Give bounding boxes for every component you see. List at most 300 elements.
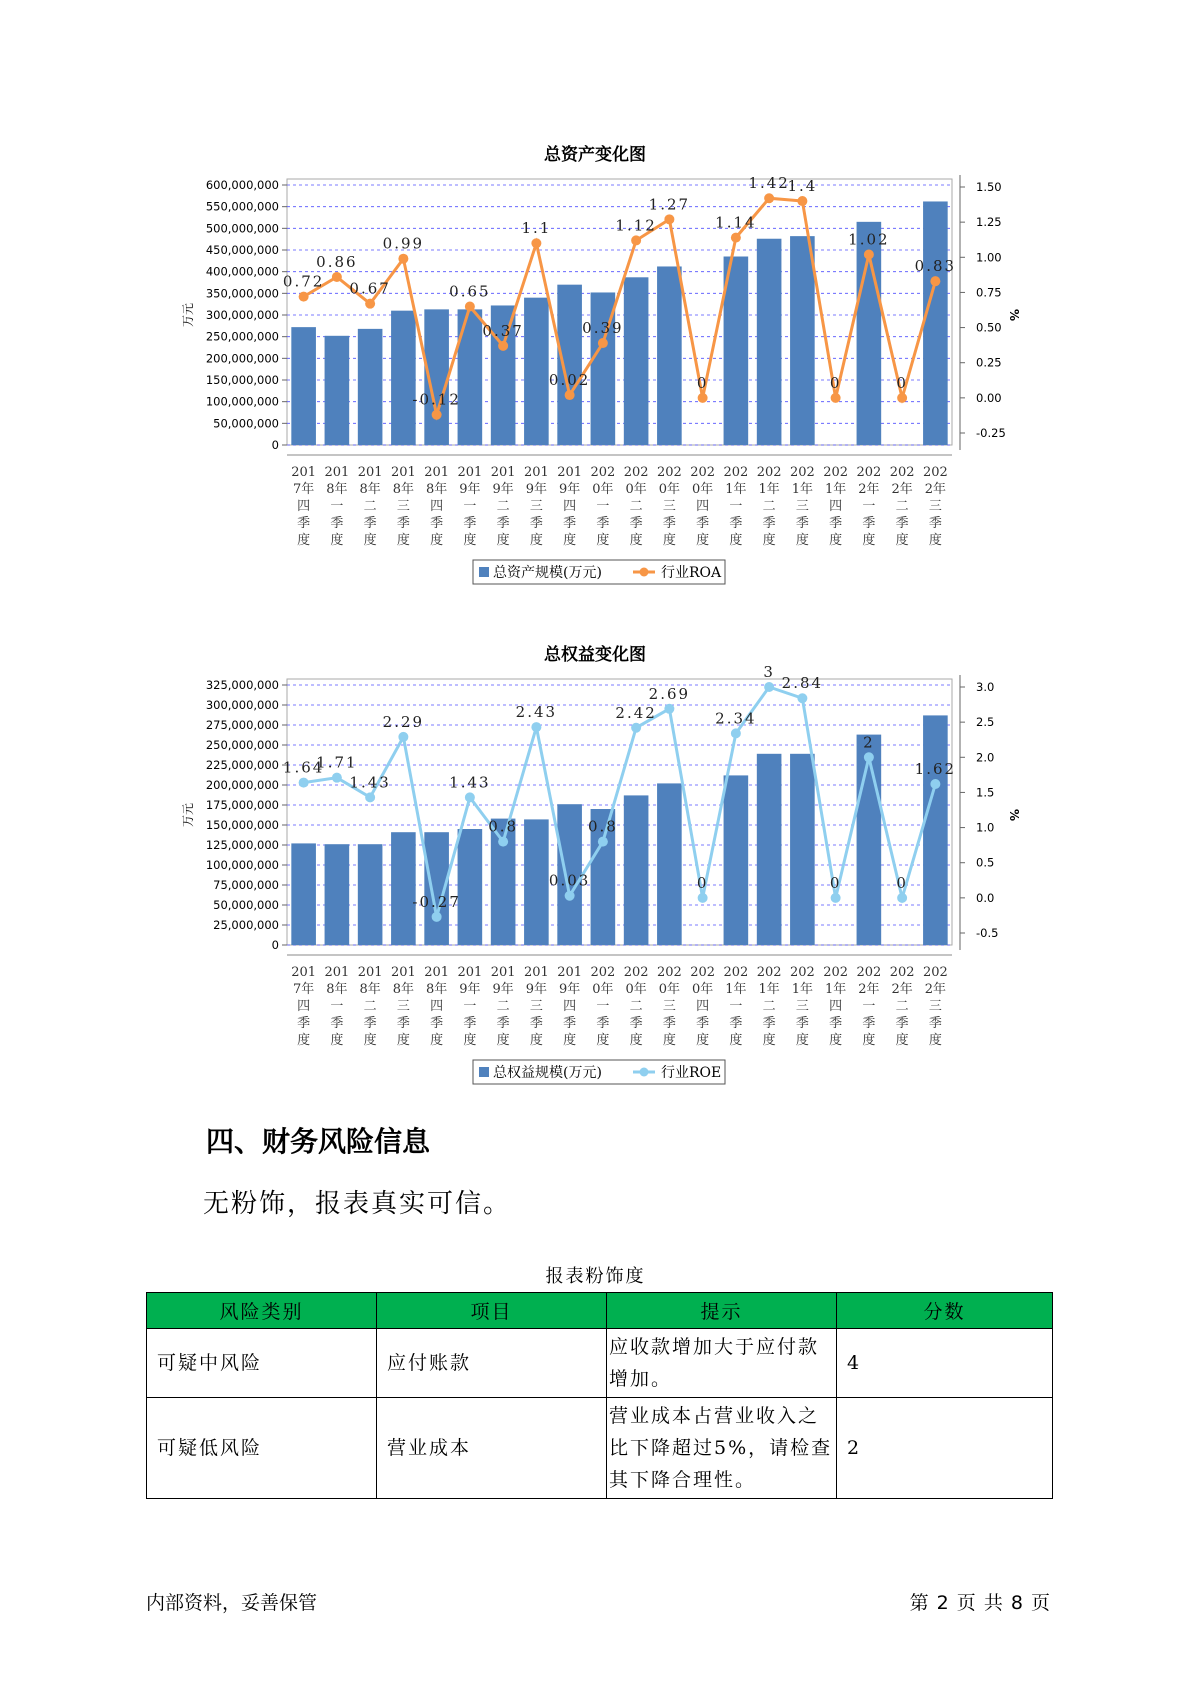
x-tick-label: 202 (590, 465, 616, 480)
x-tick-label: 季 (463, 1016, 477, 1031)
x-tick-label: 202 (623, 965, 649, 980)
x-tick-label: 7年 (292, 482, 315, 497)
x-tick-label: 202 (656, 965, 682, 980)
data-label: 3 (763, 663, 775, 681)
x-tick-label: 季 (396, 1016, 410, 1031)
x-tick-label: 0年 (658, 982, 681, 997)
bar (624, 277, 649, 445)
x-tick-label: 度 (363, 1033, 377, 1048)
x-tick-label: 度 (928, 533, 942, 548)
x-tick-label: 度 (862, 1033, 876, 1048)
x-tick-label: 度 (496, 1033, 510, 1048)
y2-tick-label: -0.25 (976, 426, 1006, 440)
data-point (598, 837, 608, 847)
data-point (498, 837, 508, 847)
x-tick-label: 四 (430, 499, 444, 514)
data-point (365, 299, 375, 309)
x-tick-label: 度 (662, 1033, 676, 1048)
data-label: 0 (696, 873, 709, 892)
data-point (299, 778, 309, 788)
x-tick-label: 201 (291, 965, 317, 980)
x-tick-label: 度 (895, 533, 909, 548)
x-tick-label: 二 (895, 999, 909, 1014)
x-tick-label: 度 (729, 1033, 743, 1048)
data-label: 1.42 (748, 174, 790, 193)
table-row (147, 1329, 1053, 1398)
chart-title: 总权益变化图 (544, 645, 646, 665)
header-category: 风险类别 (147, 1293, 377, 1329)
x-tick-label: 度 (596, 533, 610, 548)
x-tick-label: 度 (729, 533, 743, 548)
x-tick-label: 季 (330, 516, 344, 531)
x-tick-label: 201 (324, 465, 350, 480)
x-tick-label: 一 (729, 499, 743, 514)
y-tick-label: 150,000,000 (205, 818, 279, 832)
data-point (299, 292, 309, 302)
bar (524, 298, 549, 445)
x-tick-label: 季 (895, 1016, 909, 1031)
data-point (664, 704, 674, 714)
data-point (332, 272, 342, 282)
data-point (831, 893, 841, 903)
data-point (797, 693, 807, 703)
x-tick-label: 度 (430, 533, 444, 548)
x-tick-label: 二 (895, 499, 909, 514)
data-point (465, 301, 475, 311)
header-hint: 提示 (607, 1293, 837, 1329)
x-tick-label: 四 (297, 999, 311, 1014)
x-tick-label: 四 (829, 499, 843, 514)
x-tick-label: 9年 (492, 482, 514, 497)
x-tick-label: 202 (756, 465, 782, 480)
x-tick-label: 季 (662, 516, 676, 531)
x-tick-label: 三 (396, 499, 410, 514)
y-tick-label: 0 (271, 938, 279, 952)
row-score: 2 (837, 1398, 1053, 1499)
y2-tick-label: 2.5 (976, 715, 995, 730)
x-tick-label: 202 (590, 965, 616, 980)
footer-page-number: 第 2 页 共 8 页 (909, 1592, 1051, 1614)
bar (624, 795, 649, 945)
y-tick-label: 500,000,000 (205, 221, 279, 236)
data-point (598, 338, 608, 348)
row-hint: 营业成本占营业收入之比下降超过5%，请检查其下降合理性。 (607, 1398, 837, 1499)
y-tick-label: 50,000,000 (213, 898, 279, 912)
x-tick-label: 202 (690, 465, 716, 480)
x-tick-label: 季 (563, 1016, 577, 1031)
x-tick-label: 201 (291, 465, 317, 480)
bar (524, 819, 549, 945)
x-tick-label: 202 (889, 465, 915, 480)
x-tick-label: 7年 (292, 982, 315, 997)
x-tick-label: 8年 (392, 482, 415, 497)
x-tick-label: 季 (297, 516, 311, 531)
x-tick-label: 季 (762, 516, 776, 531)
data-point (398, 732, 408, 742)
x-tick-label: 8年 (326, 482, 348, 497)
data-label: 1.4 (787, 177, 818, 196)
x-tick-label: 度 (629, 533, 643, 548)
x-tick-label: 度 (895, 1033, 909, 1048)
x-tick-label: 一 (862, 999, 876, 1014)
y-tick-label: 250,000,000 (205, 329, 279, 344)
data-point (897, 393, 907, 403)
x-tick-label: 三 (662, 999, 676, 1014)
x-tick-label: 季 (430, 516, 444, 531)
data-label: 1.62 (914, 759, 957, 778)
x-tick-label: 四 (563, 999, 577, 1014)
y2-tick-label: 0.5 (976, 855, 995, 870)
x-tick-label: 201 (557, 965, 583, 980)
total-assets-chart (0, 130, 1191, 590)
x-tick-label: 202 (789, 965, 815, 980)
x-tick-label: 一 (330, 499, 344, 514)
x-tick-label: 1年 (824, 982, 847, 997)
data-point (631, 723, 641, 733)
legend-line-marker (640, 568, 649, 577)
y2-axis-title: % (1007, 308, 1021, 322)
data-point (565, 390, 575, 400)
x-tick-label: 一 (596, 999, 610, 1014)
x-tick-label: 8年 (359, 982, 381, 997)
y-tick-label: 50,000,000 (213, 416, 279, 431)
legend-line-label: 行业ROA (661, 565, 722, 581)
legend-bar-swatch (479, 1067, 489, 1077)
data-point (664, 214, 674, 224)
x-tick-label: 202 (723, 465, 749, 480)
x-tick-label: 1年 (725, 482, 747, 497)
y-tick-label: 200,000,000 (205, 778, 279, 792)
x-tick-label: 202 (856, 965, 882, 980)
y-axis-title: 万元 (181, 302, 195, 328)
x-tick-label: 二 (496, 499, 510, 514)
x-tick-label: 季 (696, 1016, 710, 1031)
x-tick-label: 201 (390, 465, 416, 480)
section-title: 四、财务风险信息 (206, 1125, 431, 1158)
y-tick-label: 175,000,000 (205, 798, 279, 812)
x-tick-label: 季 (363, 516, 377, 531)
x-tick-label: 季 (829, 516, 843, 531)
bar (325, 844, 350, 945)
data-label: 2.84 (781, 674, 824, 693)
x-tick-label: 度 (330, 1033, 344, 1048)
data-point (797, 196, 807, 206)
y2-tick-label: 1.25 (976, 215, 1002, 230)
y2-tick-label: 0.25 (976, 355, 1002, 370)
data-label: 2 (863, 733, 875, 752)
x-tick-label: 季 (795, 1016, 809, 1031)
x-tick-label: 三 (662, 499, 676, 514)
x-tick-label: 季 (596, 516, 610, 531)
x-tick-label: 二 (363, 999, 377, 1014)
x-tick-label: 度 (529, 1033, 543, 1048)
x-tick-label: 201 (457, 965, 483, 980)
data-point (698, 393, 708, 403)
x-tick-label: 季 (496, 516, 510, 531)
legend-line-label: 行业ROE (661, 1065, 722, 1081)
data-label: 0.39 (582, 319, 624, 338)
x-tick-label: 度 (529, 533, 543, 548)
x-tick-label: 2年 (891, 482, 913, 497)
y-tick-label: 450,000,000 (205, 243, 279, 257)
data-label: 2.34 (715, 709, 757, 728)
data-label: 0.03 (548, 871, 591, 890)
data-label: 1.02 (848, 230, 890, 249)
x-tick-label: 0年 (625, 982, 647, 997)
x-tick-label: 季 (629, 1016, 643, 1031)
x-tick-label: 三 (928, 499, 942, 514)
x-tick-label: 202 (789, 465, 815, 480)
data-point (764, 682, 774, 692)
bar (857, 735, 882, 945)
x-tick-label: 8年 (425, 982, 448, 997)
row-item: 营业成本 (377, 1398, 607, 1499)
row-item: 应付账款 (377, 1329, 607, 1398)
x-tick-label: 季 (928, 1016, 942, 1031)
x-tick-label: 季 (795, 516, 809, 531)
x-tick-label: 季 (629, 516, 643, 531)
x-tick-label: 9年 (558, 982, 581, 997)
x-tick-label: 一 (463, 499, 477, 514)
legend-line-marker (640, 1068, 649, 1077)
data-label: 1.14 (715, 213, 757, 232)
data-label: 1.43 (449, 773, 491, 792)
x-tick-label: 8年 (326, 982, 348, 997)
x-tick-label: 201 (390, 965, 416, 980)
x-tick-label: 度 (795, 1033, 809, 1048)
x-tick-label: 一 (596, 499, 610, 514)
x-tick-label: 0年 (592, 982, 614, 997)
data-point (864, 752, 874, 762)
x-tick-label: 二 (762, 499, 776, 514)
x-tick-label: 度 (563, 533, 577, 548)
legend-bar-swatch (479, 567, 489, 577)
x-tick-label: 202 (823, 465, 849, 480)
bar (291, 327, 316, 445)
y2-tick-label: 0.00 (976, 390, 1002, 405)
x-tick-label: 0年 (592, 482, 614, 497)
total-equity-chart-svg (0, 630, 1191, 1090)
data-point (465, 792, 475, 802)
y-tick-label: 75,000,000 (213, 878, 279, 892)
x-tick-label: 201 (557, 465, 583, 480)
y2-tick-label: 1.5 (976, 785, 995, 800)
x-tick-label: 三 (529, 999, 543, 1014)
data-label: 0 (896, 373, 908, 392)
x-tick-label: 2年 (891, 982, 913, 997)
chart-title: 总资产变化图 (544, 145, 646, 165)
x-tick-label: 三 (529, 499, 543, 514)
y2-tick-label: 3.0 (976, 680, 995, 694)
data-label: 2.69 (648, 684, 691, 703)
y-tick-label: 550,000,000 (205, 199, 279, 214)
x-tick-label: 季 (330, 1016, 344, 1031)
x-tick-label: 度 (463, 1033, 477, 1048)
data-point (432, 912, 442, 922)
x-tick-label: 9年 (459, 982, 481, 997)
y-tick-label: 275,000,000 (205, 718, 279, 732)
x-tick-label: 2年 (858, 982, 880, 997)
bar (790, 754, 815, 945)
table-caption: 报表粉饰度 (545, 1266, 646, 1287)
data-label: 0.83 (914, 257, 957, 276)
data-point (698, 893, 708, 903)
data-point (930, 276, 940, 286)
bar (358, 329, 383, 445)
x-tick-label: 季 (729, 516, 743, 531)
data-label: 0.37 (482, 321, 524, 340)
x-tick-label: 季 (396, 516, 410, 531)
bar (657, 266, 682, 445)
row-category: 可疑低风险 (147, 1398, 377, 1499)
x-tick-label: 季 (297, 1016, 311, 1031)
x-tick-label: 202 (823, 965, 849, 980)
x-tick-label: 季 (529, 516, 543, 531)
x-tick-label: 1年 (758, 982, 780, 997)
data-label: 2.42 (615, 703, 657, 722)
x-tick-label: 202 (723, 965, 749, 980)
x-tick-label: 度 (829, 1033, 843, 1048)
row-category: 可疑中风险 (147, 1329, 377, 1398)
data-point (365, 792, 375, 802)
data-point (398, 254, 408, 264)
footer-confidential: 内部资料，妥善保管 (146, 1592, 318, 1614)
x-tick-label: 度 (928, 1033, 942, 1048)
data-label: 0.02 (548, 371, 591, 390)
data-point (731, 728, 741, 738)
x-tick-label: 二 (629, 999, 643, 1014)
y2-axis-title: % (1007, 808, 1021, 822)
x-tick-label: 202 (690, 965, 716, 980)
x-tick-label: 度 (563, 1033, 577, 1048)
x-tick-label: 度 (762, 533, 776, 548)
y-tick-label: 25,000,000 (213, 918, 279, 932)
x-tick-label: 202 (889, 965, 915, 980)
x-tick-label: 0年 (691, 482, 714, 497)
x-tick-label: 四 (696, 499, 710, 514)
bar (923, 201, 948, 445)
y-tick-label: 300,000,000 (205, 308, 279, 322)
x-tick-label: 四 (297, 499, 311, 514)
x-tick-label: 季 (928, 516, 942, 531)
x-tick-label: 202 (623, 465, 649, 480)
x-tick-label: 季 (529, 1016, 543, 1031)
data-label: 0.8 (488, 817, 519, 836)
x-tick-label: 度 (629, 1033, 643, 1048)
x-tick-label: 度 (829, 533, 843, 548)
x-tick-label: 1年 (758, 482, 780, 497)
bar (325, 336, 350, 445)
y-tick-label: 225,000,000 (205, 758, 279, 772)
x-tick-label: 9年 (525, 982, 548, 997)
x-tick-label: 季 (862, 1016, 876, 1031)
bar (358, 844, 383, 945)
x-tick-label: 四 (563, 499, 577, 514)
x-tick-label: 8年 (359, 482, 381, 497)
y-tick-label: 100,000,000 (205, 858, 279, 872)
x-tick-label: 度 (463, 533, 477, 548)
x-tick-label: 201 (490, 965, 516, 980)
data-label: 0.8 (587, 817, 618, 836)
data-point (764, 193, 774, 203)
x-tick-label: 2年 (924, 482, 947, 497)
x-tick-label: 季 (563, 516, 577, 531)
x-tick-label: 9年 (459, 482, 481, 497)
header-score: 分数 (837, 1293, 1053, 1329)
x-tick-label: 201 (490, 465, 516, 480)
x-tick-label: 202 (856, 465, 882, 480)
x-tick-label: 季 (596, 1016, 610, 1031)
data-label: 2.43 (515, 703, 558, 722)
x-tick-label: 度 (696, 1033, 710, 1048)
bar (757, 754, 782, 945)
header-item: 项目 (377, 1293, 607, 1329)
x-tick-label: 202 (922, 465, 948, 480)
bar (790, 236, 815, 445)
x-tick-label: 三 (396, 999, 410, 1014)
y-tick-label: 350,000,000 (205, 286, 279, 301)
x-tick-label: 二 (762, 999, 776, 1014)
x-tick-label: 季 (430, 1016, 444, 1031)
data-label: 1.12 (615, 216, 657, 235)
x-tick-label: 201 (324, 965, 350, 980)
bar (291, 843, 316, 945)
bar (657, 783, 682, 945)
data-point (897, 893, 907, 903)
data-label: 0.86 (316, 252, 358, 271)
y2-tick-label: 0.75 (976, 285, 1002, 300)
x-tick-label: 四 (829, 999, 843, 1014)
x-tick-label: 季 (829, 1016, 843, 1031)
x-tick-label: 8年 (392, 982, 415, 997)
x-tick-label: 度 (396, 1033, 410, 1048)
total-equity-chart (0, 630, 1191, 1090)
x-tick-label: 季 (363, 1016, 377, 1031)
x-tick-label: 度 (363, 533, 377, 548)
data-point (531, 238, 541, 248)
bar (724, 775, 749, 945)
legend-bar-label: 总资产规模(万元) (493, 565, 602, 581)
data-label: 0.99 (382, 234, 425, 253)
y-tick-label: 125,000,000 (205, 838, 279, 852)
x-tick-label: 202 (756, 965, 782, 980)
row-hint: 应收款增加大于应付款增加。 (607, 1329, 837, 1398)
x-tick-label: 度 (795, 533, 809, 548)
x-tick-label: 9年 (558, 482, 581, 497)
data-point (831, 393, 841, 403)
x-tick-label: 度 (596, 1033, 610, 1048)
x-tick-label: 202 (922, 965, 948, 980)
y2-tick-label: 1.50 (976, 180, 1002, 194)
y-tick-label: 200,000,000 (205, 351, 279, 366)
data-point (930, 779, 940, 789)
x-tick-label: 度 (297, 533, 311, 548)
section-body: 无粉饰，报表真实可信。 (203, 1189, 512, 1219)
x-tick-label: 201 (357, 465, 383, 480)
x-tick-label: 度 (396, 533, 410, 548)
y-tick-label: 250,000,000 (205, 738, 279, 752)
x-tick-label: 一 (330, 999, 344, 1014)
x-tick-label: 一 (729, 999, 743, 1014)
data-label: 0 (829, 873, 842, 892)
x-tick-label: 9年 (525, 482, 548, 497)
x-tick-label: 一 (862, 499, 876, 514)
x-tick-label: 季 (729, 1016, 743, 1031)
data-label: 0 (896, 873, 908, 892)
data-point (565, 891, 575, 901)
total-assets-chart-svg (0, 130, 1191, 590)
x-tick-label: 度 (496, 533, 510, 548)
